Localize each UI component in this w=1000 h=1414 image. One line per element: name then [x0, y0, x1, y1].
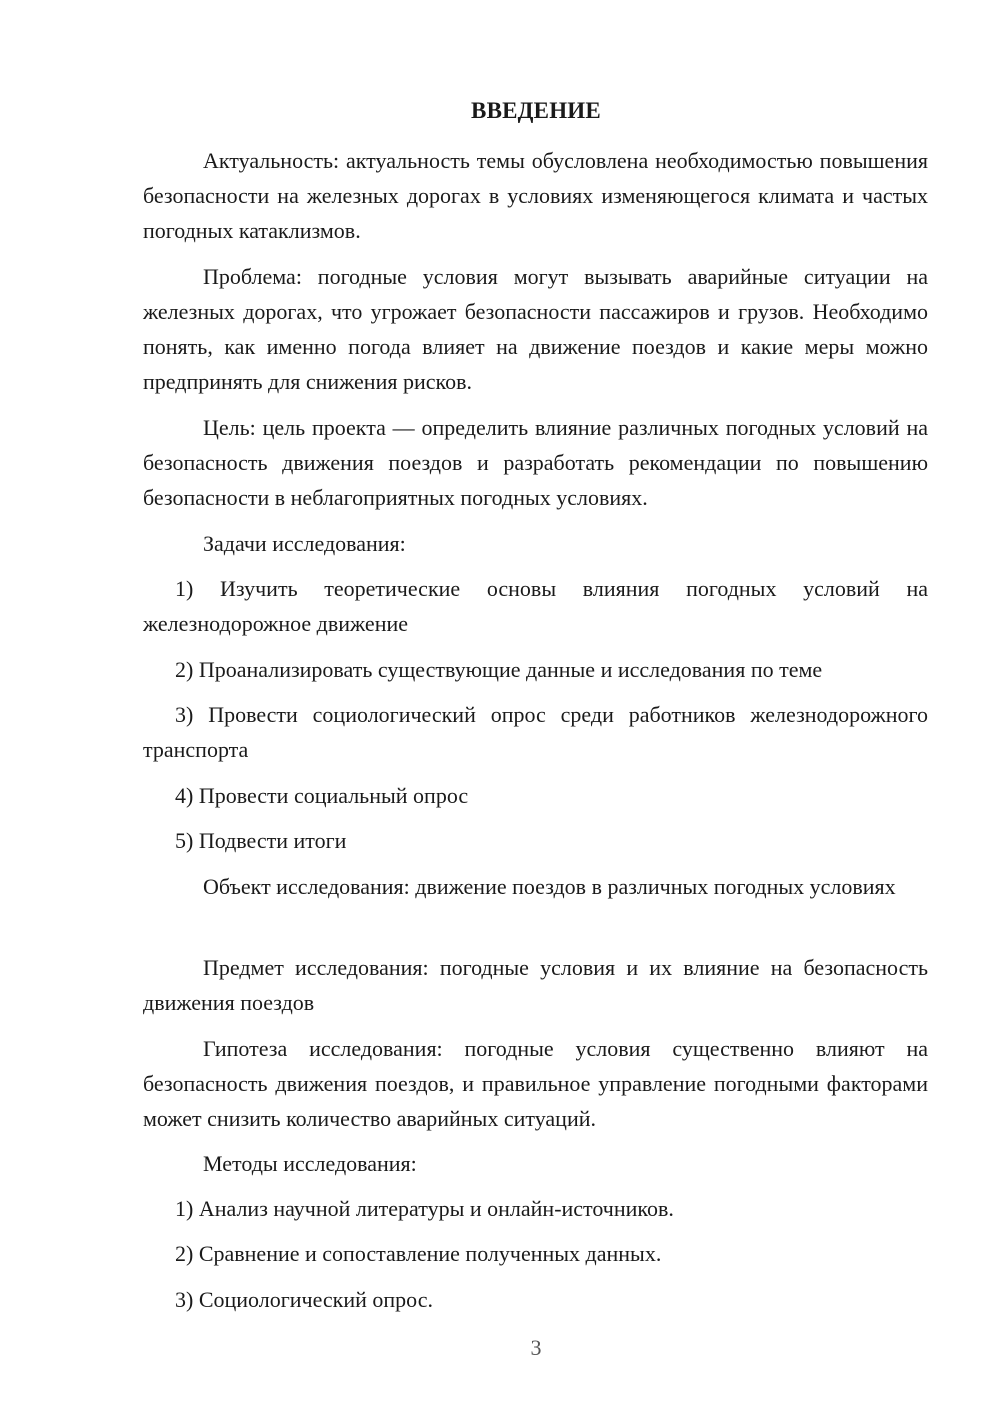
task-item-3: 3) Провести социологический опрос среди работников железнодорожного транспорта [143, 702, 928, 762]
relevance-paragraph: Актуальность: актуальность темы обусловлена необходимостью повышения безопасности на железных дорогах в условиях изменяющегося климата и частых погодных катаклизмов. [143, 148, 928, 243]
methods-heading: Методы исследования: [203, 1151, 417, 1176]
goal-paragraph: Цель: цель проекта — определить влияние различных погодных условий на безопасность движения поездов и разработать рекомендации по повышению безопасности в неблагоприятных погодных условиях. [143, 415, 928, 510]
task-item-2: 2) Проанализировать существующие данные и исследования по теме [175, 657, 823, 682]
task-item-5: 5) Подвести итоги [175, 828, 347, 853]
method-item-1: 1) Анализ научной литературы и онлайн-источников. [175, 1196, 674, 1221]
task-item-1: 1) Изучить теоретические основы влияния погодных условий на железнодорожное движение [143, 576, 928, 636]
hypothesis-paragraph: Гипотеза исследования: погодные условия существенно влияют на безопасность движения поездов, и правильное управление погодными факторами может снизить количество аварийных ситуаций. [143, 1036, 928, 1131]
page-number: 3 [530, 1335, 542, 1360]
problem-paragraph: Проблема: погодные условия могут вызывать аварийные ситуации на железных дорогах, что угрожает безопасности пассажиров и грузов. Необходимо понять, как именно погода влияет на движение поездов и какие меры можно предпринять для снижения рисков. [143, 264, 928, 394]
task-item-4: 4) Провести социальный опрос [175, 783, 469, 808]
section-heading: ВВЕДЕНИЕ [471, 98, 601, 123]
tasks-heading: Задачи исследования: [203, 531, 406, 556]
method-item-2: 2) Сравнение и сопоставление полученных данных. [175, 1241, 662, 1266]
object-paragraph: Объект исследования: движение поездов в различных погодных условиях [203, 874, 896, 899]
subject-paragraph: Предмет исследования: погодные условия и их влияние на безопасность движения поездов [143, 955, 928, 1015]
method-item-3: 3) Социологический опрос. [175, 1287, 433, 1312]
